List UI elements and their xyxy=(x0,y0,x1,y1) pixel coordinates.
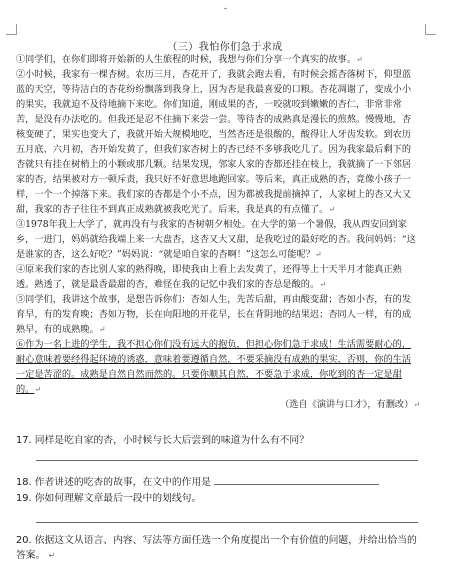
question-17 xyxy=(16,432,420,466)
paragraph-1: ①同学们，在你们即将开始新的人生旅程的时候，我想与你们分享一个真实的故事。↵ xyxy=(16,54,363,65)
answer-blank[interactable] xyxy=(214,474,379,485)
article-body xyxy=(16,52,420,412)
article-title: （三）我怕你们急于求成 xyxy=(167,42,283,53)
corner-mark-right xyxy=(425,24,436,35)
return-mark-icon: ↵ xyxy=(34,385,42,394)
question-19 xyxy=(16,490,420,506)
question-text: 作者讲述的吃杏的故事，在文中的作用是 xyxy=(34,477,212,488)
paragraph-3: ③1978年我上大学了，就再没有与我家的杏树朝夕相处。在大学的第一个暑假，我从西安回到家乡，一进门，妈妈就给我端上来一大盘杏，这杏又大又甜，是我吃过的最好吃的杏。我问妈妈：“这是谁家的杏，这么好吃？”妈妈说：“就是咱自家的杏啊！”这怎么可能呢？↵ xyxy=(16,219,416,260)
paragraph-6: ⑥作为一名上进的学生，我不担心你们没有远大的抱负，但担心你们急于求成！生活需要耐心的，耐心意味着要经得起环境的诱惑，意味着要遵循自然，不要采摘没有成熟的果实，否则，你的生活一定是苦涩的。成熟是自然自然而然的。只要你顺其自然，不要急于求成，你吃到的杏一定是甜的。↵ xyxy=(16,339,412,395)
return-mark-icon: ↵ xyxy=(319,280,326,289)
return-mark-icon: ↵ xyxy=(48,551,56,560)
page-top-mark: - xyxy=(224,4,228,14)
answer-line[interactable] xyxy=(36,506,418,523)
return-mark-icon: ↵ xyxy=(355,55,363,64)
question-number: 17. xyxy=(16,435,32,446)
source-citation: （选自《演讲与口才》，有删改）↵ xyxy=(280,399,420,410)
corner-mark-left xyxy=(6,24,17,35)
return-mark-icon: ↵ xyxy=(314,250,322,259)
answer-line[interactable] xyxy=(36,446,418,461)
question-text: 你如何理解文章最后一段中的划线句。 xyxy=(34,493,202,504)
return-mark-icon: ↵ xyxy=(98,325,106,334)
paragraph-5: ⑤同学们，我讲这个故事，是想告诉你们：杏如人生，先苦后甜，再由酸变甜；杏如小杏，有的发育早，有的发育晚；杏如万物，长在向阳地的开花早，长在背阴地的结果迟；杏同人一样，有的成熟早，有的成熟晚。↵ xyxy=(16,294,412,335)
paragraph-4: ④原来我们家的杏比别人家的熟得晚，即使我由上看上去发黄了，还得等上十天半月才能真正熟透。熟透了，就是最香最甜的杏，难怪在我的记忆中我们家的杏总是酸的。↵ xyxy=(16,264,402,290)
question-20 xyxy=(16,533,420,563)
question-18 xyxy=(16,474,420,490)
return-mark-icon: ↵ xyxy=(413,400,420,409)
question-number: 18. xyxy=(16,477,32,488)
questions-section xyxy=(16,432,420,563)
question-text: 依据这文从语言、内容、写法等方面任选一个角度提出一个有价值的问题，并给出恰当的答案。 xyxy=(16,535,417,561)
return-mark-icon: ↵ xyxy=(328,205,336,214)
question-number: 20. xyxy=(16,535,32,546)
paragraph-2: ②小时候，我家有一棵杏树。农历三月，杏花开了，我就会跑去看，有时候会摇杏落树下，仰望蓝蓝的天空，等待洁白的杏花纷纷飘落到我身上，因为杏是我最喜爱的口粮。杏花凋谢了，变成小小的果实，我就迫不及待地摘下来吃。你们知道，刚成果的杏，一咬就咬到嫩嫩的杏仁，非常非常苦，是没有办法吃的。但我还是忍不住摘下来尝一尝。等待杏的成熟真是漫长的煎熬。慢慢地，杏核变硬了，果实也变大了，我就开始大规模地吃，当然杏还是很酸的，酸得让人牙齿发软。到农历五月底、六月初，杏开始发黄了，但我们家杏树上的杏已经不多够我吃几了。因为我家最后剩下的杏就只有挂在树梢上的小颗或那几颗。结果发现，邻家人家的杏都还挂在枝上，我就摘了一下邻居家的杏，结果被对方一顿斥责，我只好不好意思地跑回家。等后来，真正成熟的杏，竟像小孩子一样，一个一个掉落下来。我们家的杏都是个小不点，因为都被我提前摘掉了，人家树上的杏又大又甜，我家的杏子往往不到真正成熟就被我吃光了。后来，我是真的有点懂了。↵ xyxy=(16,69,412,215)
question-text: 同样是吃自家的杏，小时候与长大后尝到的味道为什么有不同？ xyxy=(34,435,310,446)
question-number: 19. xyxy=(16,493,32,504)
